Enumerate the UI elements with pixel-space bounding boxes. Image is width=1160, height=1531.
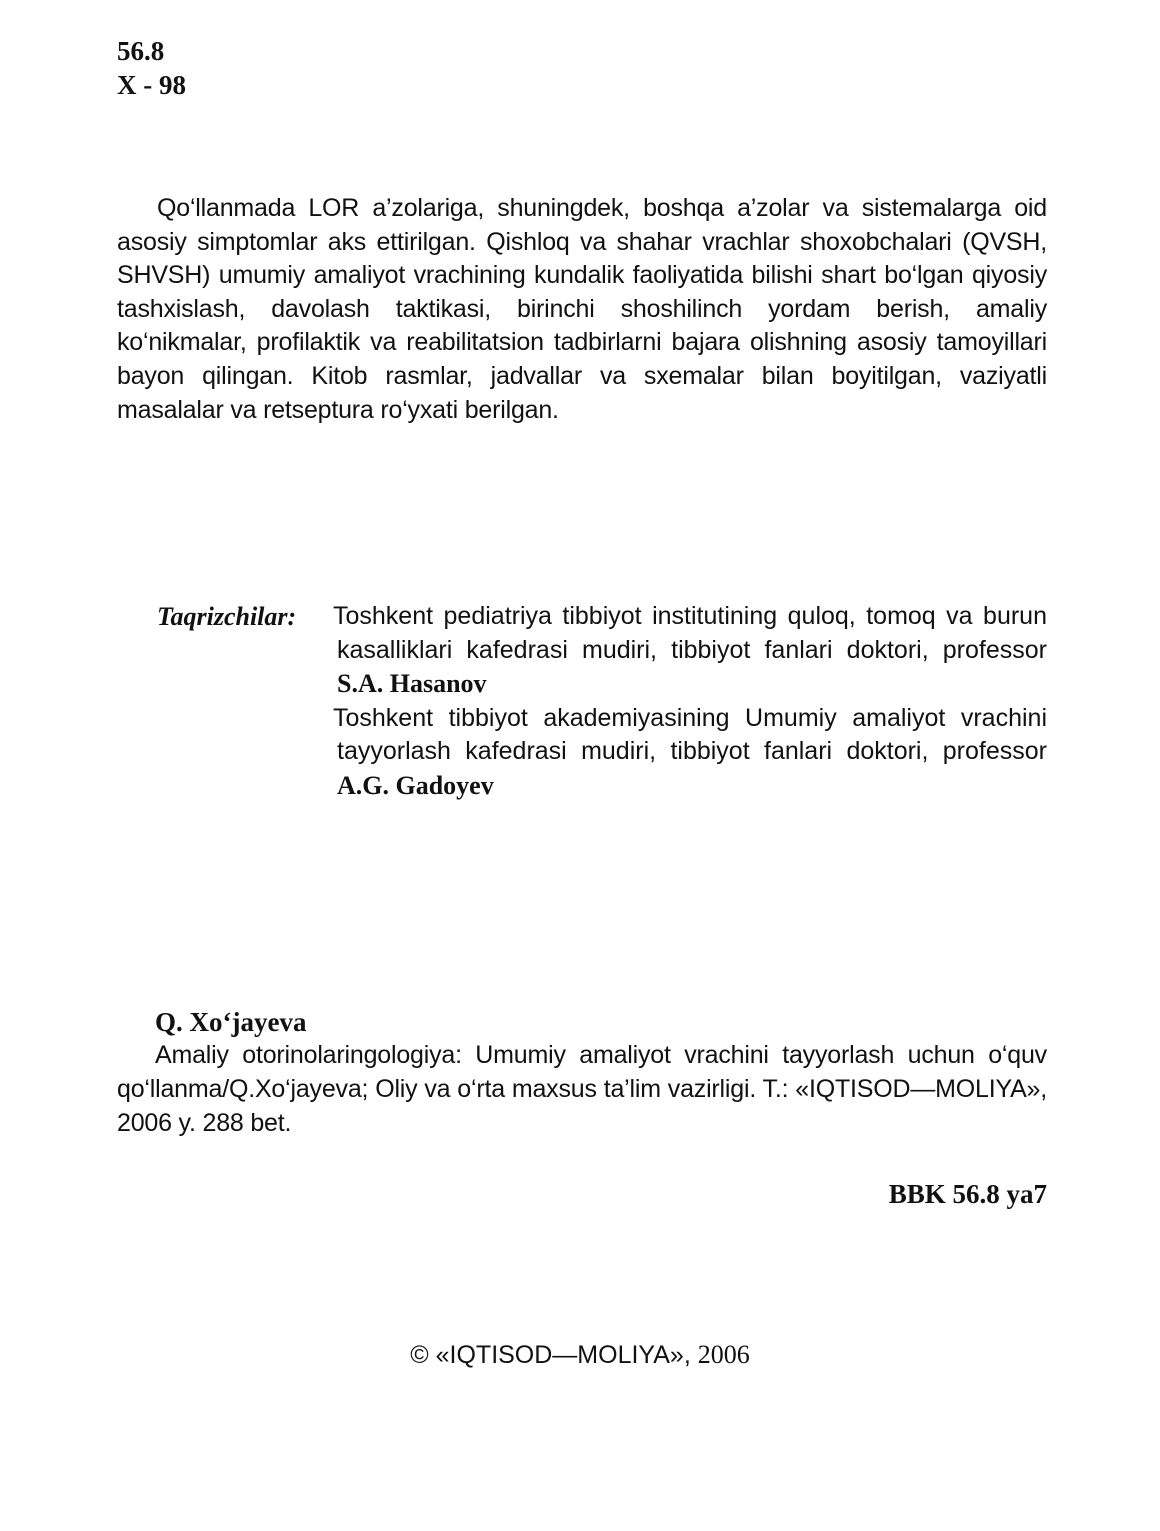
copyright-publisher: «IQTISOD—MOLIYA», xyxy=(435,1341,691,1369)
bibliographic-citation: Amaliy otorinolaringologiya: Umumiy amaliyot vrachini tayyorlash uchun o‘quv qo‘llanma/Q.Xo‘jayeva; Oliy va o‘rta maxsus ta’lim vazirligi. T.: «IQTISOD—MOLIYA», 2006 y. 288 bet. xyxy=(117,1041,1047,1137)
author-mark-code: X - 98 xyxy=(117,70,186,100)
reviewer-affiliation: Toshkent tibbiyot akademiyasining Umumiy amaliyot vrachini tayyorlash kafedrasi mudiri, tibbiyot fanlari doktori, professor xyxy=(333,703,1047,766)
reviewer-name: S.A. Hasanov xyxy=(337,669,487,699)
copyright-line xyxy=(0,1338,1160,1372)
udc-code: 56.8 xyxy=(117,36,165,66)
reviewers-list xyxy=(333,600,1047,804)
reviewers-label: Taqrizchilar: xyxy=(157,602,297,631)
reviewer-entry xyxy=(333,600,1047,702)
abstract-paragraph: Qo‘llanmada LOR a’zolariga, shuningdek, boshqa a’zolar va sistemalarga oid asosiy simptomlar aks ettirilgan. Qishloq va shahar vrachlar shoxobchalari (QVSH, SHVSH) umumiy amaliyot vrachining kundalik faoliyatida bilishi shart bo‘lgan qiyosiy tashxislash, davolash taktikasi, birinchi shoshilinch yordam berish, amaliy ko‘nikmalar, profilaktik va reabilitatsion tadbirlarni bajara olishning asosiy tamoyillari bayon qilingan. Kitob rasmlar, jadvallar va sxemalar bilan boyitilgan, vaziyatli masalalar va retseptura ro‘yxati berilgan. xyxy=(117,194,1047,424)
reviewer-entry xyxy=(333,702,1047,804)
reviewer-name: A.G. Gadoyev xyxy=(337,770,494,800)
copyright-symbol: © xyxy=(410,1341,429,1369)
classification-block xyxy=(117,34,186,102)
bbk-code: BBK 56.8 ya7 xyxy=(888,1179,1047,1209)
reviewer-affiliation: Toshkent pediatriya tibbiyot institutining quloq, tomoq va burun kasalliklari kafedrasi mudiri, tibbiyot fanlari doktori, professor xyxy=(333,602,1047,664)
copyright-year: 2006 xyxy=(697,1340,750,1369)
author-name: Q. Xo‘jayeva xyxy=(155,1007,307,1037)
